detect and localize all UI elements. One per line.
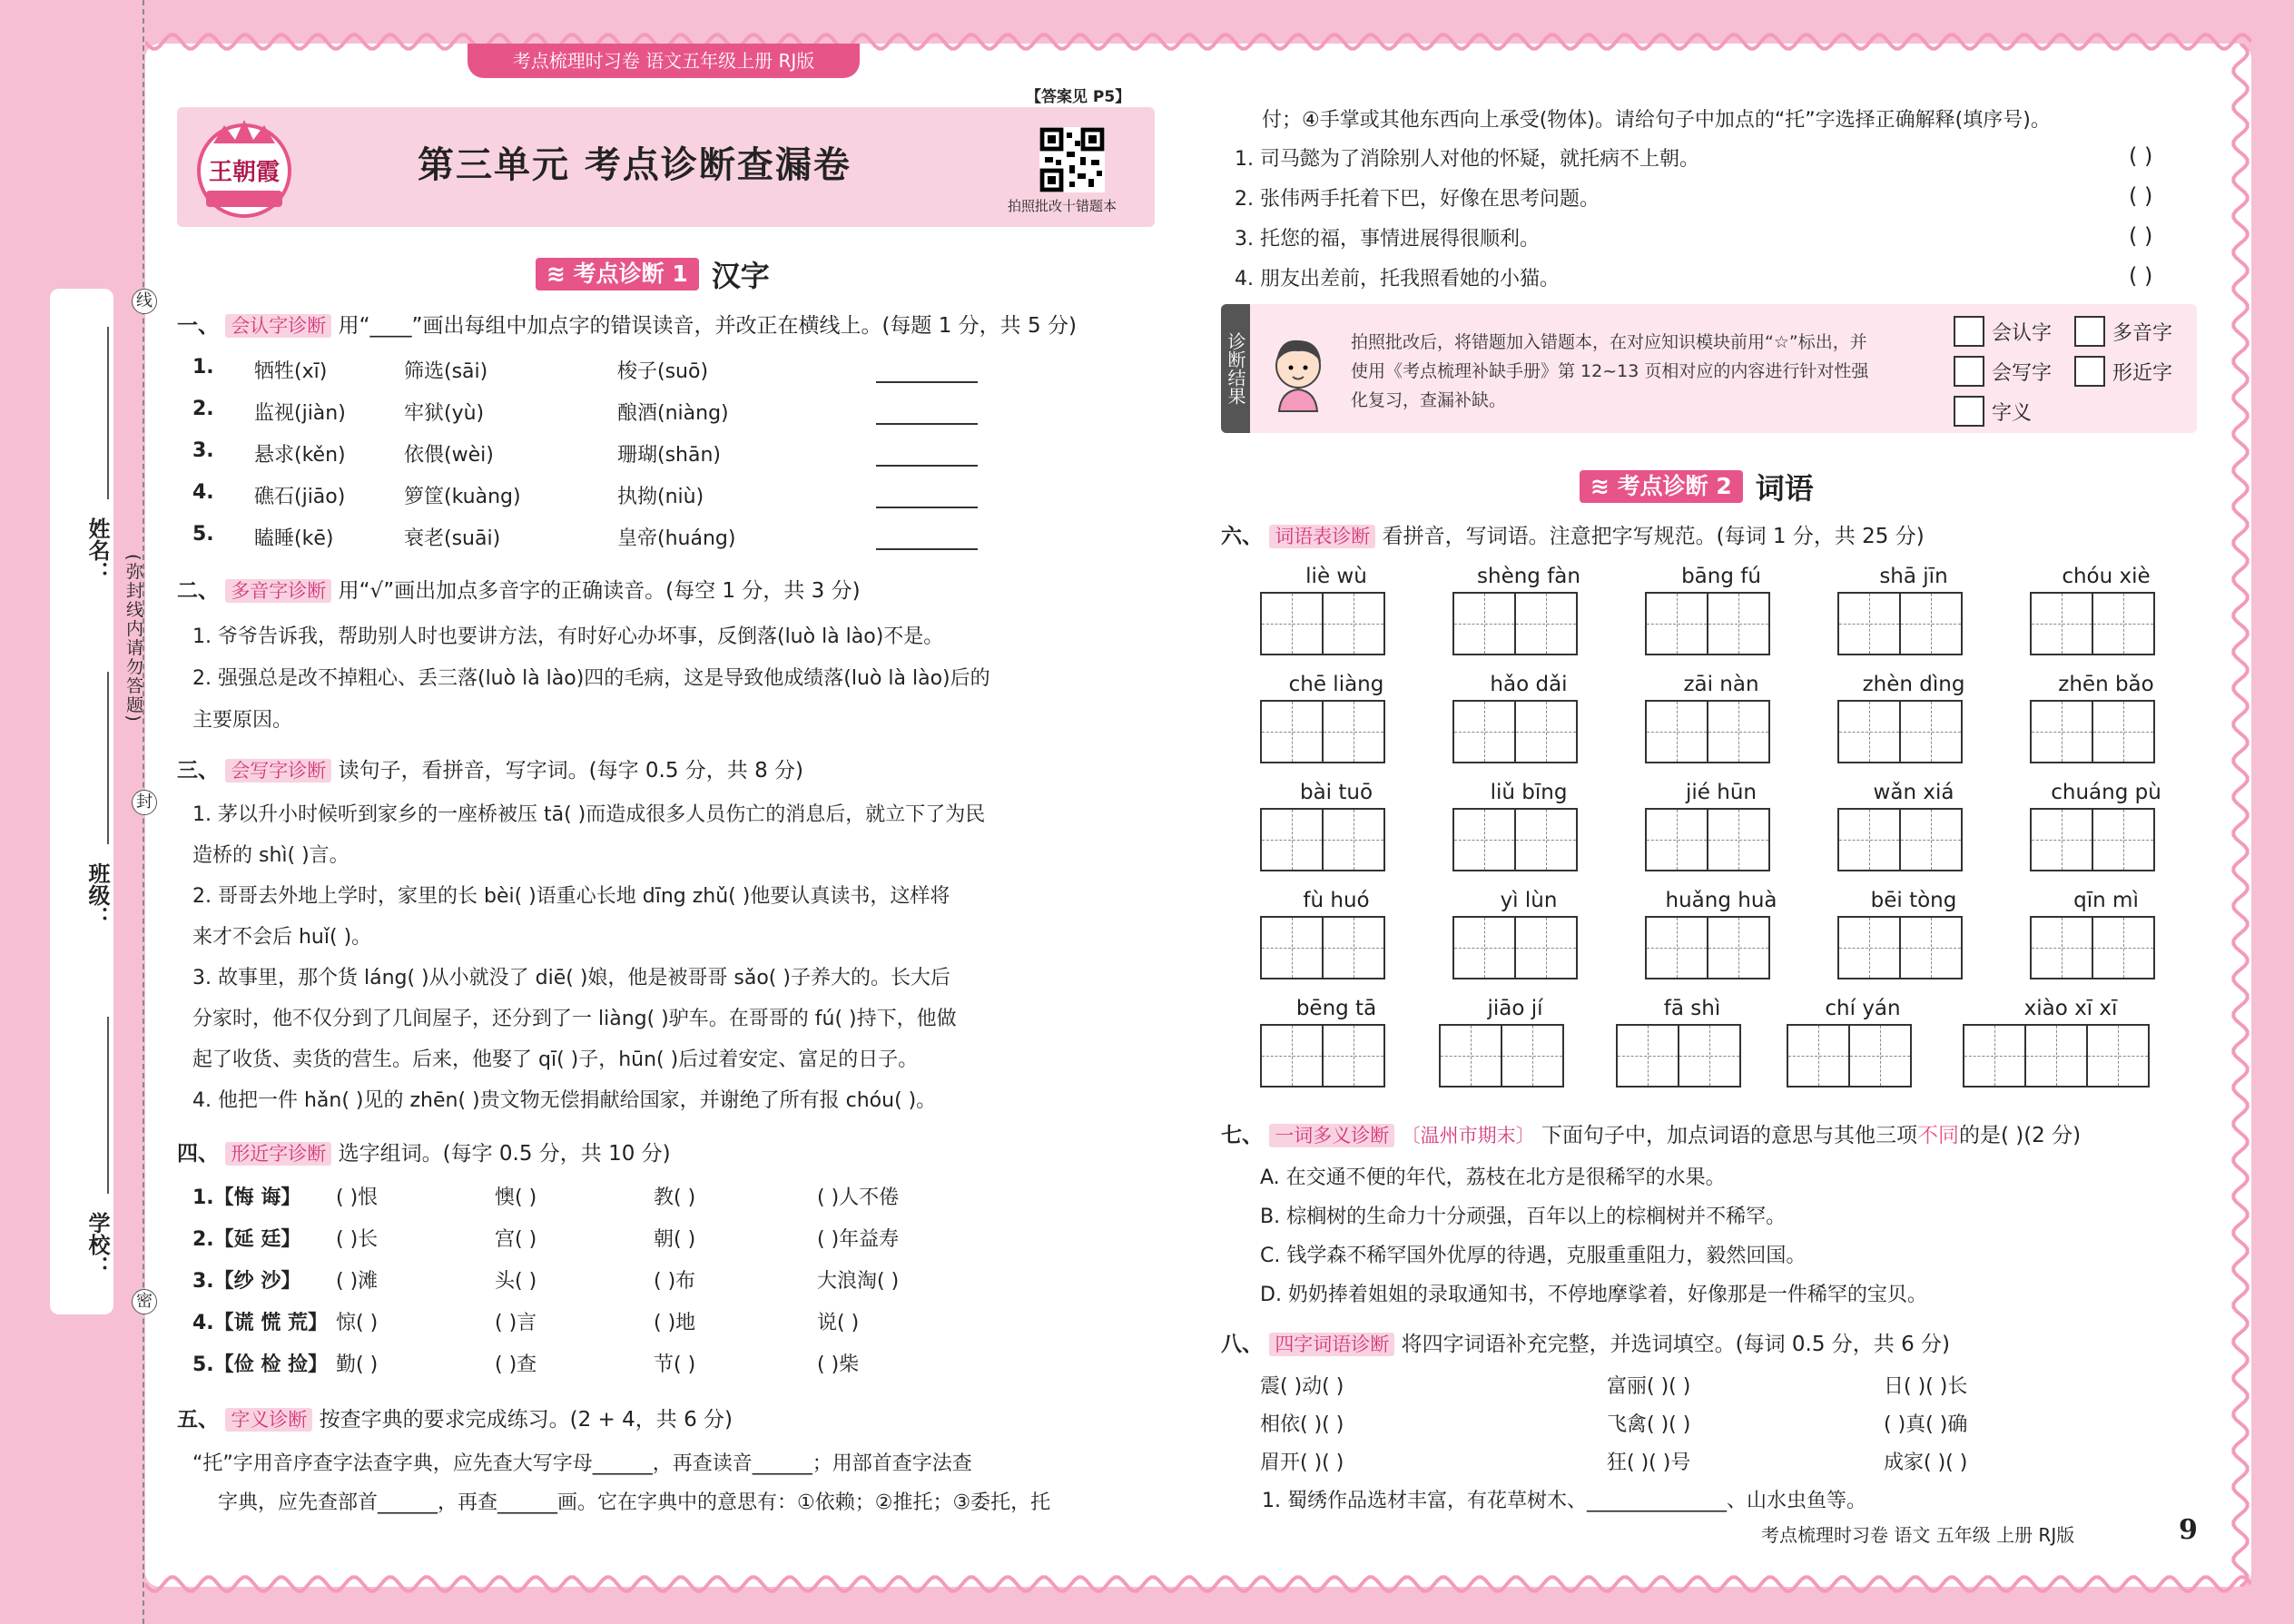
q1-word: 牺牲(xī) [254, 360, 328, 383]
q4-char-group: 3.【纱 沙】 [192, 1270, 301, 1293]
tianzige-cell[interactable] [1707, 808, 1770, 871]
q3-line: 造桥的 shì( )言。 [192, 844, 350, 867]
q2-number: 二、 [177, 579, 219, 603]
q4-word-blank[interactable]: 惊( ) [336, 1312, 379, 1334]
q6-writing-grid[interactable] [1964, 1024, 2150, 1088]
q2-line-2: 2. 强强总是改不掉粗心、丢三落(luò là lào)四的毛病，这是导致他成绩落(luò là lào)后的 [192, 667, 990, 690]
q4-word-blank[interactable]: 节( ) [654, 1353, 696, 1376]
tianzige-cell[interactable] [1645, 808, 1708, 871]
tianzige-cell[interactable] [1514, 700, 1578, 763]
q6-tag: 词语表诊断 [1269, 525, 1375, 548]
q6-writing-grid[interactable] [1454, 808, 1578, 871]
q6-pinyin: hǎo dǎi [1490, 673, 1568, 696]
q1-word: 悬求(kěn) [254, 444, 346, 467]
q6-pinyin: liǔ bīng [1490, 781, 1568, 804]
tianzige-cell[interactable] [1645, 700, 1708, 763]
tianzige-cell[interactable] [2024, 1024, 2088, 1088]
q4-text: 选字组词。(每字 0.5 分，共 10 分) [338, 1142, 671, 1166]
q8-instruction [1221, 1327, 1950, 1357]
q3-tag: 会写字诊断 [225, 759, 331, 782]
q3-line: 1. 茅以升小时候听到家乡的一座桥被压 tā( )而造成很多人员伤亡的消息后，就立下了为民 [192, 803, 986, 826]
q6-writing-grid[interactable] [1839, 592, 1963, 655]
tianzige-cell[interactable] [1707, 916, 1770, 979]
q6-pinyin: yì lùn [1500, 889, 1558, 912]
q3-line: 起了收货、卖货的营生。后来，他娶了 qī( )子，hūn( )后过着安定、富足的日子。 [192, 1048, 919, 1071]
wavy-border-bottom [145, 1575, 2251, 1597]
q8-sentence: 1. 蜀绣作品选材丰富，有花草树木、______________、山水虫鱼等。 [1262, 1490, 1866, 1512]
qr-code-icon[interactable] [1039, 127, 1105, 192]
q7-option: B. 棕榈树的生命力十分顽强，百年以上的棕榈树并不稀罕。 [1260, 1206, 1787, 1228]
q4-word-blank[interactable]: ( )滩 [336, 1270, 379, 1293]
q6-pinyin: chí yán [1825, 997, 1901, 1020]
q4-char-group: 5.【俭 检 捡】 [192, 1353, 328, 1376]
q7-option: D. 奶奶捧着姐姐的录取通知书，不停地摩挲着，好像那是一件稀罕的宝贝。 [1260, 1284, 1927, 1306]
q1-answer-blank[interactable] [876, 548, 978, 550]
q1-item-number: 2. [192, 398, 214, 420]
q1-word: 执拗(niù) [617, 486, 704, 508]
q6-writing-grid[interactable] [2032, 808, 2155, 871]
q2-instruction [177, 574, 861, 604]
tianzige-cell[interactable] [2092, 700, 2155, 763]
q1-item-number: 5. [192, 523, 214, 546]
q6-pinyin: jiāo jí [1487, 997, 1543, 1020]
q3-number: 三、 [177, 759, 219, 782]
checkbox-label: 字义 [1992, 401, 2033, 425]
tianzige-cell[interactable] [1322, 916, 1385, 979]
q3-line: 来才不会后 huǐ( )。 [192, 926, 372, 949]
q1-text: 用“____”画出每组中加点字的错误读音，并改正在横线上。(每题 1 分，共 5 分) [338, 314, 1077, 338]
checkbox-label: 形近字 [2112, 361, 2173, 385]
q8-idiom-blank[interactable]: 富丽( )( ) [1607, 1375, 1691, 1398]
q8-idiom-blank[interactable]: 飞禽( )( ) [1607, 1413, 1691, 1436]
diagnosis-line-3: 化复习，查漏补缺。 [1351, 390, 1507, 410]
q1-word: 监视(jiàn) [254, 402, 346, 425]
q1-word: 酿酒(niàng) [617, 402, 729, 425]
diagnosis-checkbox[interactable] [2074, 316, 2172, 347]
q4-instruction [177, 1137, 671, 1166]
q4-char-group: 4.【谎 慌 荒】 [192, 1312, 328, 1334]
tianzige-cell[interactable] [1322, 1024, 1385, 1088]
tianzige-cell[interactable] [1645, 916, 1708, 979]
q1-word: 依偎(wèi) [404, 444, 494, 467]
tianzige-cell[interactable] [1501, 1024, 1564, 1088]
q1-word: 梭子(suō) [617, 360, 709, 383]
q2-line-1: 1. 爷爷告诉我，帮助别人时也要讲方法，有时好心办坏事，反倒落(luò là lào)不是。 [192, 625, 944, 648]
q6-writing-grid[interactable] [2032, 592, 2155, 655]
q5-sentence: 3. 托您的福，事情进展得很顺利。 [1235, 228, 1540, 251]
q8-idiom-blank[interactable]: 相依( )( ) [1260, 1413, 1344, 1436]
tianzige-cell[interactable] [2092, 808, 2155, 871]
q4-word-blank[interactable]: ( )年益寿 [817, 1228, 900, 1251]
section1-badge: ≋ 考点诊断 1 [536, 258, 699, 290]
q1-word: 瞌睡(kē) [254, 527, 334, 550]
q6-writing-grid[interactable] [1262, 592, 1385, 655]
q8-number: 八、 [1221, 1333, 1263, 1356]
q5-text: 按查字典的要求完成练习。(2 + 4，共 6 分) [319, 1408, 733, 1432]
checkbox-label: 多音字 [2112, 321, 2173, 345]
footer-series: 考点梳理时习卷 语文 五年级 上册 RJ版 [1761, 1524, 2075, 1546]
diagnosis-checkbox[interactable] [2074, 356, 2172, 387]
q6-pinyin: wǎn xiá [1873, 781, 1954, 804]
checkbox-label: 会写字 [1992, 361, 2053, 385]
q1-answer-blank[interactable] [876, 381, 978, 383]
q3-line: 2. 哥哥去外地上学时，家里的长 bèi( )语重心长地 dīng zhǔ( )他要认真读书，这样将 [192, 885, 950, 908]
tianzige-cell[interactable] [1837, 592, 1901, 655]
q4-word-blank[interactable]: ( )人不倦 [817, 1186, 900, 1209]
q4-word-blank[interactable]: ( )柴 [817, 1353, 860, 1376]
svg-text:王朝霞: 王朝霞 [208, 159, 281, 186]
checkbox-square[interactable] [2074, 316, 2105, 347]
q6-writing-grid[interactable] [1262, 1024, 1385, 1088]
q4-word-blank[interactable]: 说( ) [817, 1312, 860, 1334]
q3-line: 3. 故事里，那个货 láng( )从小就没了 diē( )娘，他是被哥哥 sǎo( )子养大的。长大后 [192, 967, 950, 989]
q8-idiom-blank[interactable]: 狂( )( )号 [1607, 1452, 1691, 1474]
q6-writing-grid[interactable] [1647, 592, 1770, 655]
q1-answer-blank[interactable] [876, 465, 978, 467]
diagnosis-checkbox[interactable] [1954, 316, 2052, 347]
tianzige-cell[interactable] [1899, 808, 1963, 871]
school-field[interactable] [107, 1017, 109, 1194]
q6-pinyin: fù huó [1303, 889, 1370, 912]
q5-number: 五、 [177, 1408, 219, 1432]
q7-option: A. 在交通不便的年代，荔枝在北方是很稀罕的水果。 [1260, 1166, 1726, 1189]
tianzige-cell[interactable] [1514, 808, 1578, 871]
q1-answer-blank[interactable] [876, 507, 978, 508]
q7-text-c: 的是( )(2 分) [1958, 1124, 2082, 1147]
student-avatar-icon [1266, 331, 1330, 413]
q4-word-blank[interactable]: 勤( ) [336, 1353, 379, 1376]
q1-word: 筛选(sāi) [404, 360, 488, 383]
q3-line: 4. 他把一件 hǎn( )见的 zhēn( )贵文物无偿捐献给国家，并谢绝了所有报 chóu( )。 [192, 1089, 937, 1112]
diagnosis-checkbox[interactable] [1954, 356, 2052, 387]
tianzige-cell[interactable] [1260, 916, 1324, 979]
q1-word: 衰老(suāi) [404, 527, 501, 550]
q5-answer-paren[interactable]: ( ) [2129, 263, 2153, 289]
q6-writing-grid[interactable] [1647, 700, 1770, 763]
q7-option: C. 钱学森不稀罕国外优厚的待遇，克服重重阻力，毅然回国。 [1260, 1245, 1807, 1267]
tianzige-cell[interactable] [1899, 592, 1963, 655]
tianzige-cell[interactable] [1260, 592, 1324, 655]
q6-pinyin: bēi tòng [1870, 889, 1957, 912]
tianzige-cell[interactable] [1837, 916, 1901, 979]
tianzige-cell[interactable] [1452, 700, 1516, 763]
q6-writing-grid[interactable] [1647, 916, 1770, 979]
q3-text: 读句子，看拼音，写字词。(每字 0.5 分，共 8 分) [338, 759, 804, 782]
name-label: 姓名： [84, 517, 110, 583]
q4-word-blank[interactable]: ( )言 [495, 1312, 537, 1334]
q6-text: 看拼音，写词语。注意把字写规范。(每词 1 分，共 25 分) [1382, 525, 1925, 548]
q6-writing-grid[interactable] [1618, 1024, 1741, 1088]
tianzige-cell[interactable] [1452, 808, 1516, 871]
q4-word-blank[interactable]: ( )布 [654, 1270, 696, 1293]
q6-writing-grid[interactable] [1839, 916, 1963, 979]
diagnosis-side-label: 诊断结果 [1221, 304, 1250, 433]
tianzige-cell[interactable] [1616, 1024, 1679, 1088]
q6-pinyin: jié hūn [1686, 781, 1757, 804]
q7-text-emphasis: 不同 [1916, 1124, 1959, 1147]
q7-source: 〔温州市期末〕 [1401, 1125, 1535, 1147]
tianzige-cell[interactable] [1514, 592, 1578, 655]
section2-name: 词语 [1755, 471, 1814, 506]
answer-reference: 【答案见 P5】 [1026, 88, 1131, 106]
q4-word-blank[interactable]: 朝( ) [654, 1228, 696, 1251]
q8-idiom-blank[interactable]: 震( )动( ) [1260, 1375, 1344, 1398]
q1-answer-blank[interactable] [876, 423, 978, 425]
tianzige-cell[interactable] [2086, 1024, 2150, 1088]
wavy-border-right [2231, 44, 2253, 1587]
q2-line-3: 主要原因。 [192, 709, 293, 732]
binding-strip [50, 289, 113, 1314]
q1-tag: 会认字诊断 [225, 314, 331, 338]
tianzige-cell[interactable] [1707, 700, 1770, 763]
q5-tag: 字义诊断 [225, 1408, 312, 1432]
q3-instruction [177, 753, 803, 783]
q6-writing-grid[interactable] [1262, 808, 1385, 871]
q4-char-group: 2.【延 廷】 [192, 1228, 301, 1251]
tianzige-cell[interactable] [1899, 916, 1963, 979]
q4-word-blank[interactable]: 宫( ) [495, 1228, 537, 1251]
tianzige-cell[interactable] [2030, 700, 2093, 763]
series-tab: 考点梳理时习卷 语文五年级上册 RJ版 [468, 44, 860, 78]
tianzige-cell[interactable] [1645, 592, 1708, 655]
q5-answer-paren[interactable]: ( ) [2129, 183, 2153, 209]
q6-pinyin: bāng fú [1681, 565, 1761, 588]
q8-idiom-blank[interactable]: 日( )( )长 [1884, 1375, 1968, 1398]
q4-word-blank[interactable]: ( )地 [654, 1312, 696, 1334]
q1-word: 皇帝(huáng) [617, 527, 736, 550]
tianzige-cell[interactable] [1899, 700, 1963, 763]
q6-writing-grid[interactable] [1441, 1024, 1564, 1088]
q6-instruction [1221, 519, 1925, 549]
qr-caption: 拍照批改十错题本 [1008, 198, 1117, 214]
q6-writing-grid[interactable] [1454, 700, 1578, 763]
q6-pinyin: bēng tā [1295, 997, 1377, 1020]
q6-writing-grid[interactable] [1454, 592, 1578, 655]
tianzige-cell[interactable] [1707, 592, 1770, 655]
q6-pinyin: xiào xī xī [2023, 997, 2118, 1020]
tianzige-cell[interactable] [1848, 1024, 1912, 1088]
q1-item-number: 1. [192, 356, 214, 379]
seal-char-line: 线 [132, 289, 157, 314]
q1-word: 珊瑚(shān) [617, 444, 721, 467]
q6-writing-grid[interactable] [1262, 916, 1385, 979]
diagnosis-line-1: 拍照批改后，将错题加入错题本，在对应知识模块前用“☆”标出，并 [1351, 332, 1867, 352]
tianzige-cell[interactable] [1322, 592, 1385, 655]
q6-writing-grid[interactable] [1839, 700, 1963, 763]
q1-item-number: 3. [192, 439, 214, 462]
q1-word: 箩筐(kuàng) [404, 486, 521, 508]
diagnosis-line-2: 使用《考点梳理补缺手册》第 12~13 页相对应的内容进行针对性强 [1351, 361, 1869, 381]
tianzige-cell[interactable] [1322, 700, 1385, 763]
q8-idiom-blank[interactable]: 眉开( )( ) [1260, 1452, 1344, 1474]
q6-pinyin: shèng fàn [1477, 565, 1580, 588]
q5-line-1: “托”字用音序查字法查字典，应先查大写字母______，再查读音______；用部首查字法查 [192, 1452, 972, 1475]
q4-word-blank[interactable]: 懊( ) [495, 1186, 537, 1209]
q1-instruction [177, 309, 1077, 339]
tianzige-cell[interactable] [1260, 1024, 1324, 1088]
tianzige-cell[interactable] [2092, 916, 2155, 979]
q2-tag: 多音字诊断 [225, 579, 331, 603]
tianzige-cell[interactable] [1678, 1024, 1741, 1088]
tianzige-cell[interactable] [1787, 1024, 1850, 1088]
q6-writing-grid[interactable] [2032, 700, 2155, 763]
brand-logo [186, 113, 302, 221]
q5-instruction [177, 1403, 733, 1432]
seal-char-seal: 封 [132, 790, 157, 815]
section2-heading [1580, 468, 1814, 505]
tianzige-cell[interactable] [1452, 592, 1516, 655]
q4-word-blank[interactable]: ( )查 [495, 1353, 537, 1376]
q4-word-blank[interactable]: 头( ) [495, 1270, 537, 1293]
class-label: 班级： [84, 862, 110, 928]
q5-sentence: 4. 朋友出差前，托我照看她的小猫。 [1235, 268, 1560, 290]
section1-name: 汉字 [711, 259, 770, 293]
q6-pinyin: huǎng huà [1665, 889, 1777, 912]
page-number: 9 [2179, 1514, 2198, 1546]
q7-text-a: 下面句子中，加点词语的意思与其他三项 [1541, 1124, 1917, 1147]
checkbox-label: 会认字 [1992, 321, 2053, 345]
section2-badge: ≋ 考点诊断 2 [1580, 470, 1743, 503]
q1-item-number: 4. [192, 481, 214, 504]
tianzige-cell[interactable] [1837, 808, 1901, 871]
q2-text: 用“√”画出加点多音字的正确读音。(每空 1 分，共 3 分) [338, 579, 861, 603]
tianzige-cell[interactable] [2092, 592, 2155, 655]
q6-writing-grid[interactable] [1262, 700, 1385, 763]
q3-line: 分家时，他不仅分到了几间屋子，还分到了一 liàng( )驴车。在哥哥的 fú( )持下，他做 [192, 1008, 957, 1030]
tianzige-cell[interactable] [1963, 1024, 2026, 1088]
q6-writing-grid[interactable] [1839, 808, 1963, 871]
checkbox-square[interactable] [1954, 396, 1984, 427]
tianzige-cell[interactable] [2030, 916, 2093, 979]
q6-writing-grid[interactable] [1788, 1024, 1912, 1088]
q6-writing-grid[interactable] [2032, 916, 2155, 979]
tianzige-cell[interactable] [2030, 592, 2093, 655]
diagnosis-checkbox[interactable] [1954, 396, 2032, 427]
q8-text: 将四字词语补充完整，并选词填空。(每词 0.5 分，共 6 分) [1401, 1333, 1951, 1356]
q6-pinyin: zāi nàn [1683, 673, 1759, 696]
checkbox-square[interactable] [1954, 316, 1984, 347]
q4-char-group: 1.【悔 诲】 [192, 1186, 301, 1209]
tianzige-cell[interactable] [2030, 808, 2093, 871]
q6-writing-grid[interactable] [1647, 808, 1770, 871]
q5-line-2: 字典，应先查部首______，再查______画。它在字典中的意思有：①依赖；②推托；③委托，托 [218, 1491, 1051, 1514]
q6-pinyin: zhèn dìng [1862, 673, 1965, 696]
q6-pinyin: qīn mì [2073, 889, 2139, 912]
q8-idiom-blank[interactable]: 成家( )( ) [1884, 1452, 1968, 1474]
q4-number: 四、 [177, 1142, 219, 1166]
q4-word-blank[interactable]: ( )恨 [336, 1186, 379, 1209]
tianzige-cell[interactable] [1439, 1024, 1502, 1088]
tianzige-cell[interactable] [1452, 916, 1516, 979]
q6-writing-grid[interactable] [1454, 916, 1578, 979]
tianzige-cell[interactable] [1260, 700, 1324, 763]
q6-pinyin: chóu xiè [2062, 565, 2151, 588]
q1-word: 礁石(jiāo) [254, 486, 346, 508]
q1-word: 牢狱(yù) [404, 402, 485, 425]
q4-word-blank[interactable]: ( )长 [336, 1228, 379, 1251]
section1-heading [536, 256, 770, 292]
q6-pinyin: chē liàng [1288, 673, 1384, 696]
class-field[interactable] [107, 672, 109, 844]
q8-tag: 四字词语诊断 [1269, 1333, 1394, 1356]
seal-note: (弥封线内请勿答题) [123, 554, 143, 723]
seal-char-secret: 密 [132, 1289, 157, 1314]
q7-instruction [1221, 1118, 2081, 1148]
q5-line-3: 付；④手掌或其他东西向上承受(物体)。请给句子中加点的“托”字选择正确解释(填序号)。 [1262, 109, 2051, 132]
name-field[interactable] [107, 327, 109, 499]
wavy-border-top [145, 33, 2251, 54]
q6-pinyin: shā jīn [1879, 565, 1948, 588]
q6-number: 六、 [1221, 525, 1263, 548]
unit-title: 第三单元 考点诊断查漏卷 [418, 144, 852, 186]
q5-sentence: 2. 张伟两手托着下巴，好像在思考问题。 [1235, 188, 1600, 211]
tianzige-cell[interactable] [1260, 808, 1324, 871]
q1-number: 一、 [177, 314, 219, 338]
q6-pinyin: chuáng pù [2051, 781, 2161, 804]
q6-pinyin: fā shì [1663, 997, 1721, 1020]
q6-pinyin: bài tuō [1299, 781, 1373, 804]
q4-word-blank[interactable]: 教( ) [654, 1186, 696, 1209]
checkbox-square[interactable] [1954, 356, 1984, 387]
q5-answer-paren[interactable]: ( ) [2129, 143, 2153, 169]
tianzige-cell[interactable] [1322, 808, 1385, 871]
q4-tag: 形近字诊断 [225, 1142, 331, 1166]
tianzige-cell[interactable] [1837, 700, 1901, 763]
q5-answer-paren[interactable]: ( ) [2129, 223, 2153, 249]
q7-number: 七、 [1221, 1124, 1263, 1147]
q7-tag: 一词多义诊断 [1269, 1124, 1394, 1147]
tianzige-cell[interactable] [1514, 916, 1578, 979]
checkbox-square[interactable] [2074, 356, 2105, 387]
q6-pinyin: liè wù [1305, 565, 1367, 588]
q5-sentence: 1. 司马懿为了消除别人对他的怀疑，就托病不上朝。 [1235, 148, 1699, 171]
q6-pinyin: zhēn bǎo [2058, 673, 2154, 696]
q8-idiom-blank[interactable]: ( )真( )确 [1884, 1413, 1968, 1436]
school-label: 学校： [84, 1212, 110, 1277]
q4-word-blank[interactable]: 大浪淘( ) [817, 1270, 900, 1293]
